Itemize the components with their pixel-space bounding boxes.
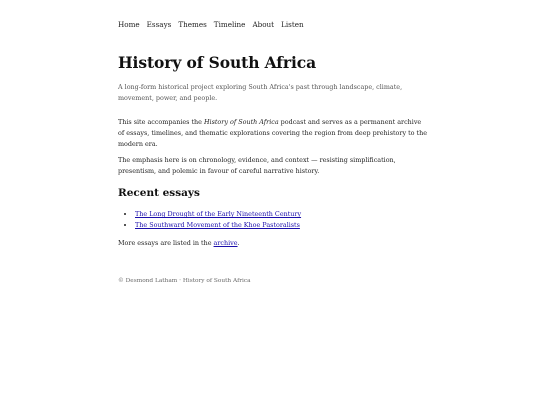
intro-paragraph [118,117,428,150]
top-nav [118,20,304,30]
recent-essays-heading: Recent essays [118,187,200,199]
intro-text-start: This site accompanies the [118,118,204,126]
emphasis-paragraph: The emphasis here is on chronology, evidence, and context — resisting simplification, presentism, and polemic in favour of careful narrative history. [118,156,396,175]
essay-link-khoe-pastoralists[interactable]: The Southward Movement of the Khoe Pastoralists [135,221,300,229]
podcast-title: History of South Africa [203,118,279,126]
list-item [135,209,301,220]
nav-home-link[interactable]: Home [118,20,140,29]
recent-essays-list [118,209,301,231]
nav-essays-link[interactable]: Essays [146,20,172,29]
nav-listen-link[interactable]: Listen [281,20,304,29]
tagline: A long-form historical project exploring South Africa's past through landscape, climate, movement, power, and people. [118,83,403,102]
more-text-end: . [237,239,240,247]
nav-timeline-link[interactable]: Timeline [213,20,246,29]
essay-link-long-drought[interactable]: The Long Drought of the Early Nineteenth Century [135,210,302,218]
more-essays-text [118,238,240,249]
nav-themes-link[interactable]: Themes [178,20,207,29]
intro-text-end: podcast and serves as a permanent archive of essays, timelines, and thematic explorations covering the region from deep prehistory to the modern era. [118,118,428,148]
archive-link[interactable]: archive [213,239,238,247]
footer-text: © Desmond Latham · History of South Africa [118,278,251,284]
nav-about-link[interactable]: About [252,20,275,29]
list-item [135,220,301,231]
more-text-start: More essays are listed in the [118,239,214,247]
page-title: History of South Africa [118,53,317,72]
